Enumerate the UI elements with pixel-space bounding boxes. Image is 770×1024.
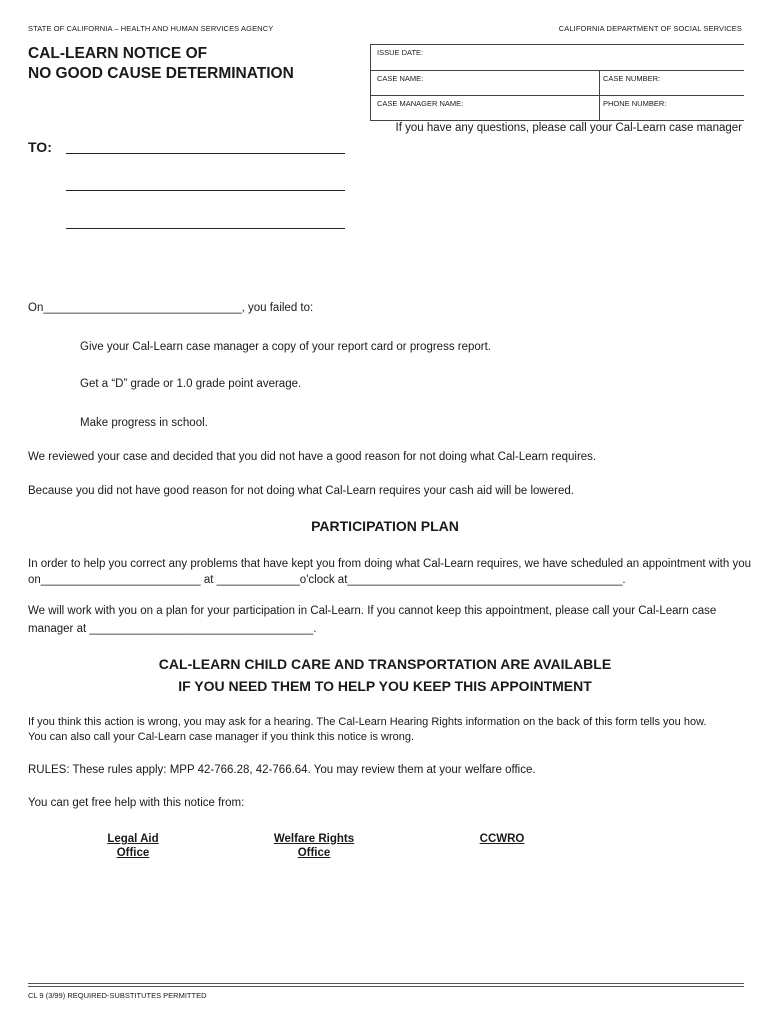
appointment-line-2: on_________________________ at _____________o'clock at___________________________________________.: [28, 574, 626, 586]
footer-rule-1: [28, 983, 744, 984]
department-name: CALIFORNIA DEPARTMENT OF SOCIAL SERVICES: [558, 24, 742, 33]
box-left-border: [370, 45, 371, 121]
questions-note: If you have any questions, please call your Cal-Learn case manager: [395, 122, 742, 134]
legal-aid-office: [83, 832, 183, 860]
form-title: [28, 44, 294, 84]
failed-intro: On_______________________________, you failed to:: [28, 302, 314, 314]
childcare-heading-2: IF YOU NEED THEM TO HELP YOU KEEP THIS APPOINTMENT: [178, 678, 592, 694]
childcare-heading-1: CAL-LEARN CHILD CARE AND TRANSPORTATION ARE AVAILABLE: [158, 656, 612, 672]
legal-aid-line-2: Office: [116, 847, 150, 859]
plan-line-2: manager at ___________________________________.: [28, 623, 317, 635]
case-number-label: CASE NUMBER:: [603, 74, 661, 83]
hearing-line-2: You can also call your Cal-Learn case manager if you think this notice is wrong.: [28, 731, 415, 743]
recipient-line-3[interactable]: [66, 228, 345, 229]
issue-date-label: ISSUE DATE:: [377, 48, 424, 57]
failed-item-progress: Make progress in school.: [80, 417, 208, 429]
cash-aid-lowered-text: Because you did not have good reason for not doing what Cal-Learn requires your cash aid will be lowered.: [28, 485, 574, 497]
case-name-label: CASE NAME:: [377, 74, 424, 83]
reviewed-text: We reviewed your case and decided that you did not have a good reason for not doing what Cal-Learn requires.: [28, 451, 597, 463]
case-info-box: [370, 44, 744, 121]
failed-item-report-card: Give your Cal-Learn case manager a copy of your report card or progress report.: [80, 341, 491, 353]
participation-plan-heading: PARTICIPATION PLAN: [311, 518, 459, 534]
form-number: CL 9 (3/99) REQUIRED-SUBSTITUTES PERMITTED: [28, 991, 207, 1000]
hearing-line-1: If you think this action is wrong, you may ask for a hearing. The Cal-Learn Hearing Rights information on the back of this form tells you how.: [28, 716, 707, 728]
welfare-rights-office: [254, 832, 374, 860]
ccwro-office: CCWRO: [479, 833, 525, 845]
recipient-line-1[interactable]: [66, 153, 345, 154]
failed-item-grade: Get a “D” grade or 1.0 grade point average.: [80, 378, 302, 390]
welfare-rights-line-2: Office: [297, 847, 331, 859]
recipient-line-2[interactable]: [66, 190, 345, 191]
case-manager-name-label: CASE MANAGER NAME:: [377, 99, 464, 108]
legal-aid-line-1: Legal Aid: [107, 833, 159, 845]
plan-line-1: We will work with you on a plan for your participation in Cal-Learn. If you cannot keep this appointment, please call your Cal-Learn case: [28, 605, 717, 617]
free-help-text: You can get free help with this notice from:: [28, 797, 245, 809]
welfare-rights-line-1: Welfare Rights: [273, 833, 355, 845]
appointment-line-1: In order to help you correct any problems that have kept you from doing what Cal-Learn requires, we have scheduled an appointment with you: [28, 558, 751, 570]
phone-number-label: PHONE NUMBER:: [603, 99, 667, 108]
agency-name: STATE OF CALIFORNIA – HEALTH AND HUMAN SERVICES AGENCY: [28, 24, 274, 33]
case-name-row: [370, 71, 744, 96]
footer-rule-2: [28, 986, 744, 987]
to-label: TO:: [28, 139, 52, 155]
box-divider: [599, 71, 600, 121]
issue-date-field[interactable]: [370, 45, 744, 71]
form-title-line-2: NO GOOD CAUSE DETERMINATION: [28, 65, 294, 82]
rules-text: RULES: These rules apply: MPP 42-766.28, 42-766.64. You may review them at your welfare office.: [28, 764, 536, 776]
form-title-line-1: CAL-LEARN NOTICE OF: [28, 45, 208, 62]
case-manager-row: [370, 96, 744, 121]
